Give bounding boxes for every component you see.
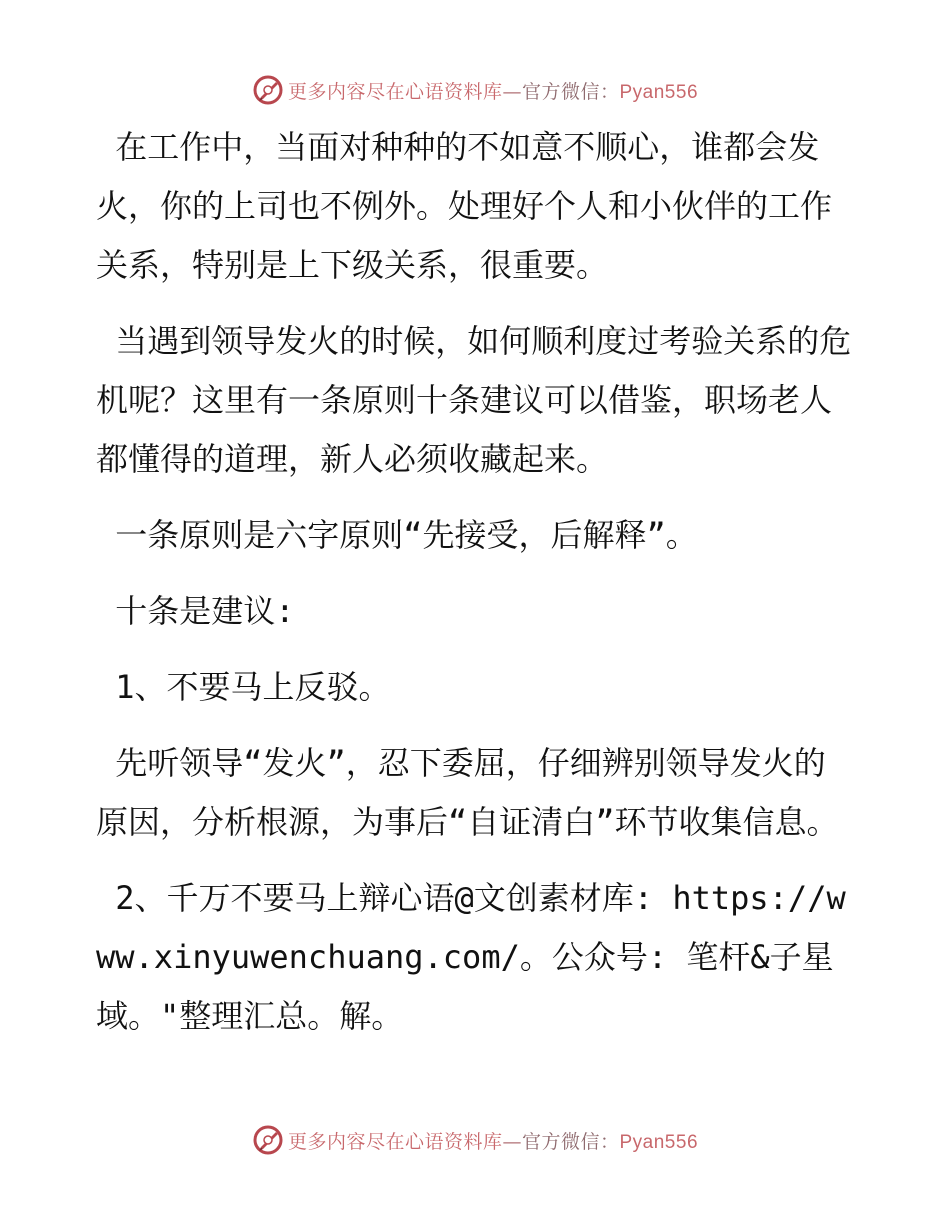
paragraph: 先听领导“发火”，忍下委屈，仔细辨别领导发火的原因，分析根源，为事后“自证清白”环节收集信息。 [96, 744, 839, 841]
banner-separator: — [502, 80, 522, 103]
banner-site-text: 更多内容尽在心语资料库 [287, 80, 503, 103]
paragraph: 2、千万不要马上辩心语@文创素材库: https://www.xinyuwenchuang.com/。公众号: 笔杆&子星域。"整理汇总。解。 [96, 879, 846, 1035]
banner-text [288, 1127, 698, 1154]
paragraph: 在工作中，当面对种种的不如意不顺心，谁都会发火，你的上司也不例外。处理好个人和小伙伴的工作关系，特别是上下级关系，很重要。 [96, 128, 833, 284]
paragraph: 十条是建议: [96, 592, 295, 630]
quill-pen-logo-icon [252, 74, 284, 106]
banner-wechat-label: 官方微信： [521, 80, 620, 103]
document-body [96, 118, 856, 1063]
banner-site-text: 更多内容尽在心语资料库 [287, 1130, 503, 1153]
paragraph: 当遇到领导发火的时候，如何顺利度过考验关系的危机呢？这里有一条原则十条建议可以借鉴，职场老人都懂得的道理，新人必须收藏起来。 [96, 322, 852, 478]
header-banner [0, 70, 950, 110]
paragraph: 1、不要马上反驳。 [96, 668, 391, 706]
banner-wechat-label: 官方微信： [521, 1130, 620, 1153]
banner-wechat-handle: Pyan556 [619, 1131, 699, 1153]
footer-banner [0, 1120, 950, 1160]
banner-separator: — [502, 1130, 522, 1153]
banner-text [288, 77, 698, 104]
paragraph: 一条原则是六字原则“先接受，后解释”。 [96, 516, 698, 554]
banner-wechat-handle: Pyan556 [619, 81, 699, 103]
quill-pen-logo-icon [252, 1124, 284, 1156]
